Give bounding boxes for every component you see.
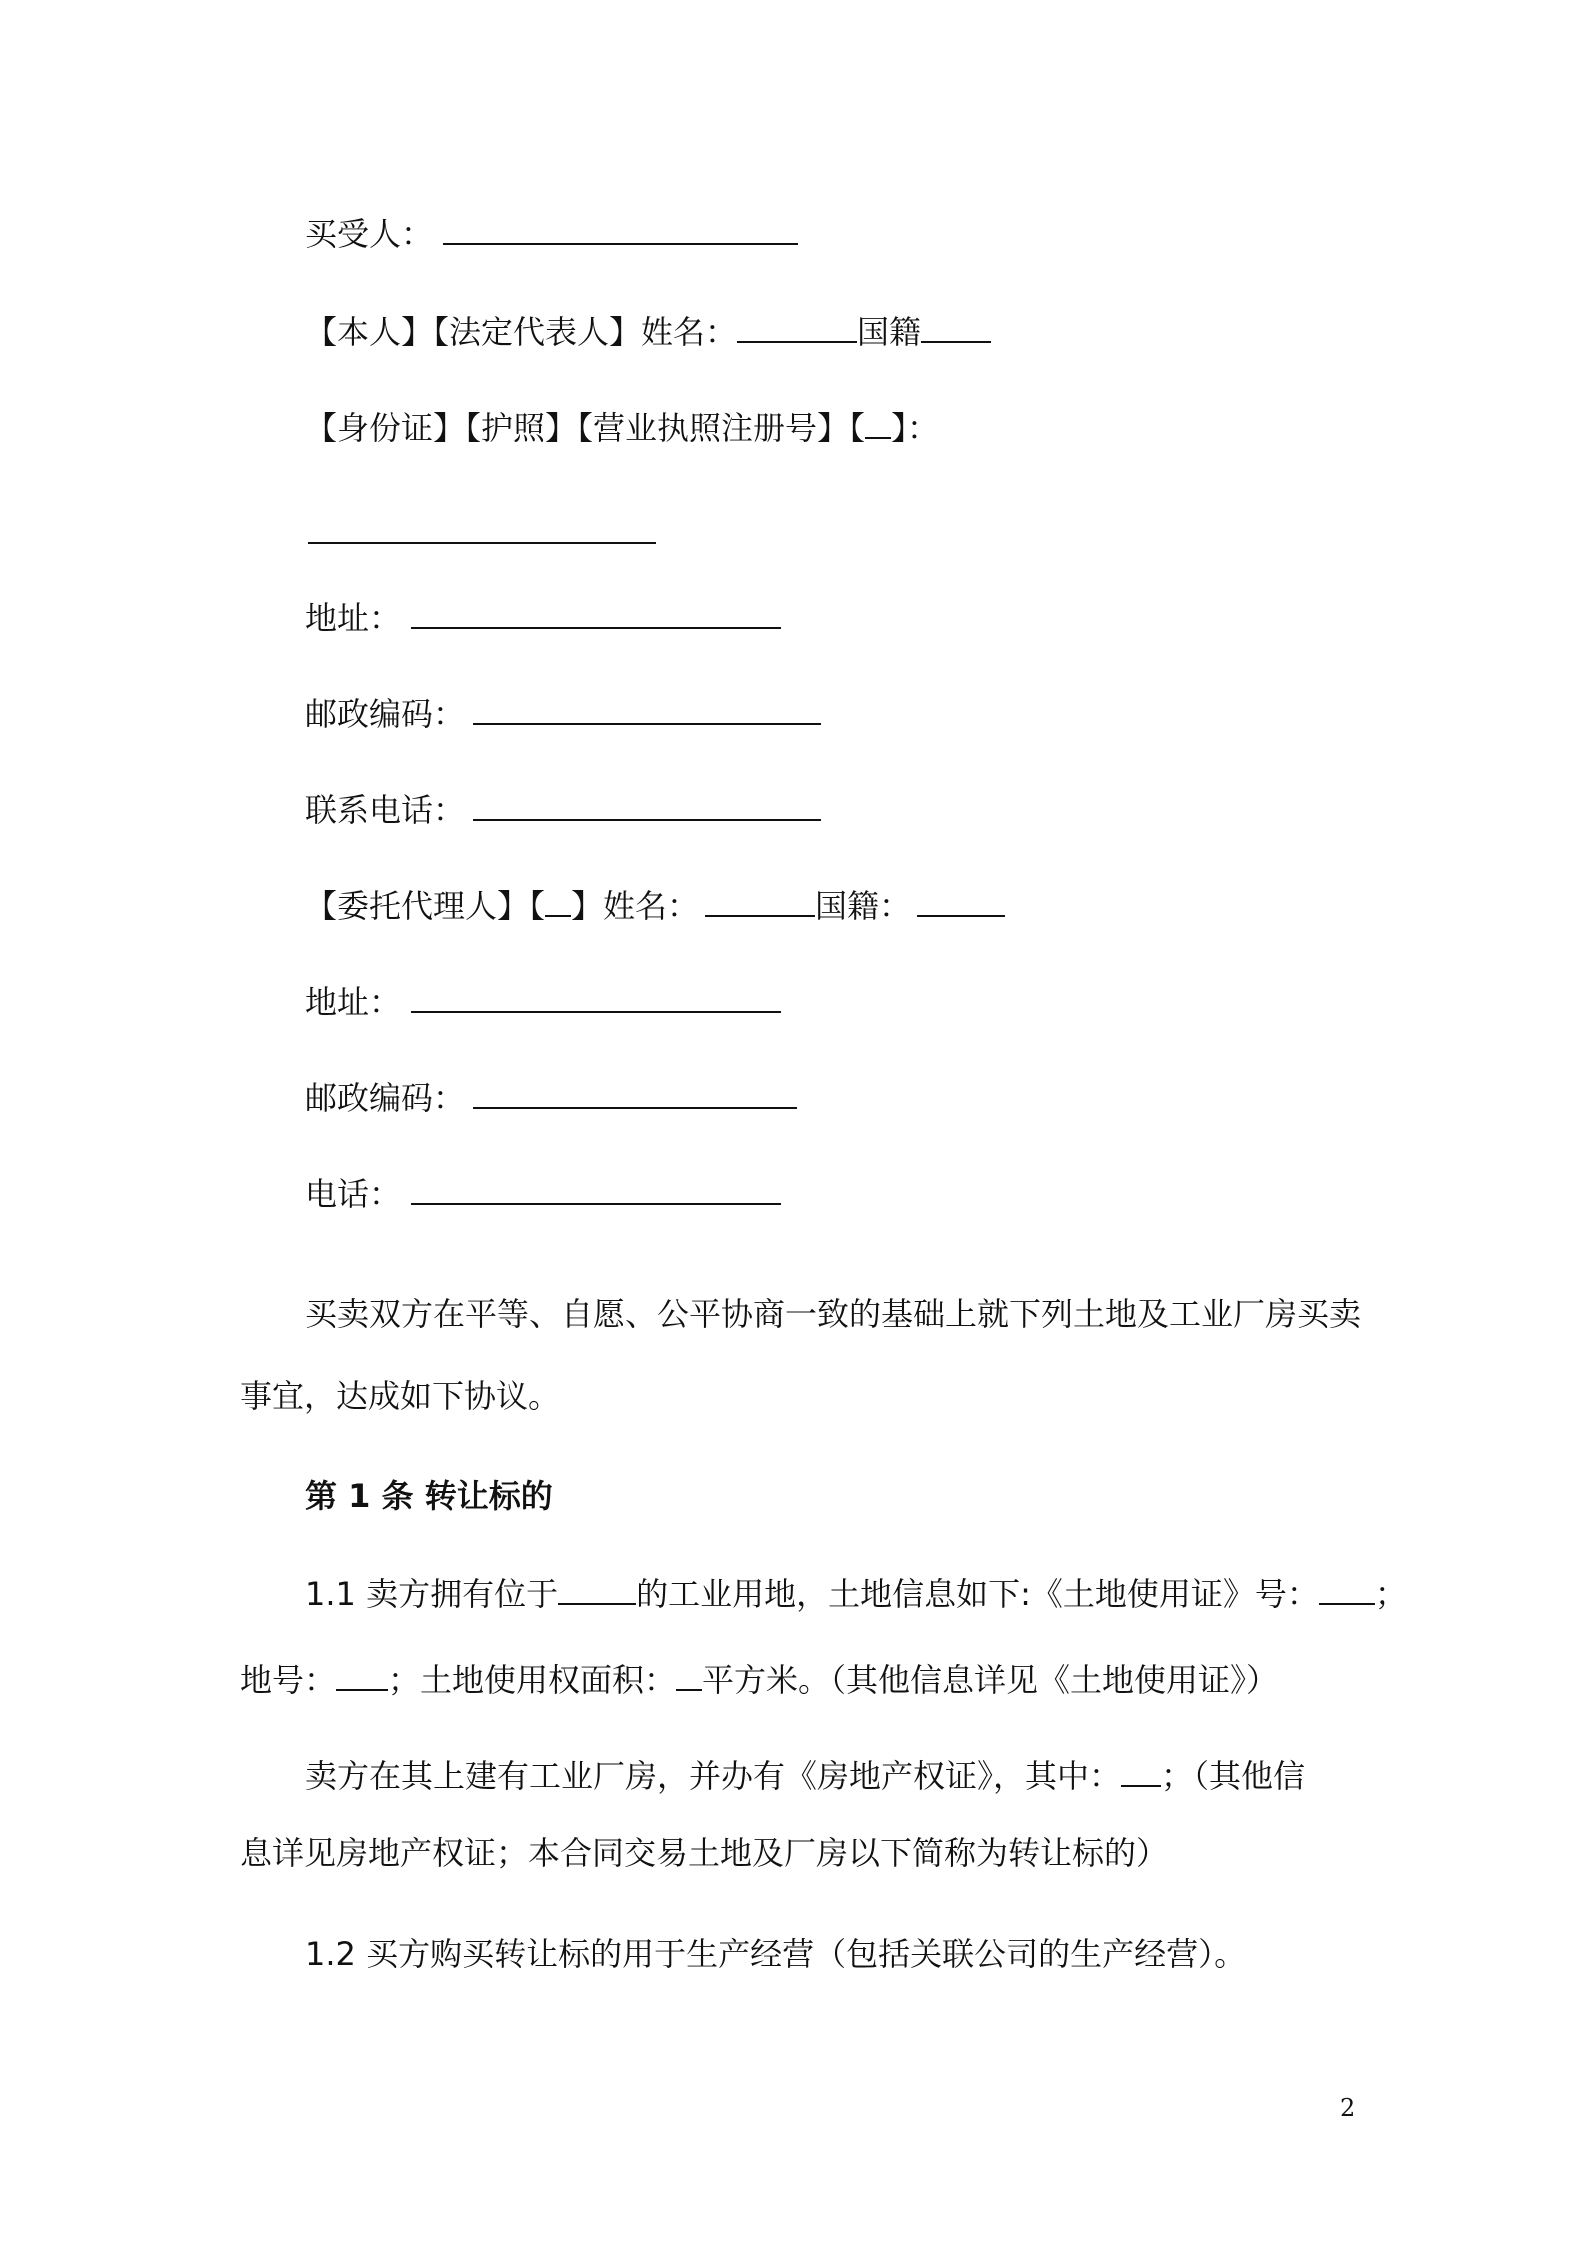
- agent-postcode-blank[interactable]: [473, 1077, 797, 1109]
- land-certificate-blank[interactable]: [1319, 1573, 1375, 1605]
- agent-phone-line: [305, 1173, 781, 1214]
- nationality-label: 国籍: [857, 313, 922, 351]
- buyer-blank[interactable]: [443, 213, 798, 245]
- agent-address-label: 地址：: [305, 983, 402, 1021]
- agent-phone-blank[interactable]: [411, 1173, 781, 1205]
- preamble-line-1: 买卖双方在平等、自愿、公平协商一致的基础上就下列土地及工业厂房买卖: [305, 1295, 1362, 1333]
- page-number: 2: [1340, 2094, 1356, 2122]
- clause-1-1-line-1: [305, 1573, 1407, 1614]
- clause-1-1-text-a: 1.1 卖方拥有位于: [305, 1575, 559, 1613]
- lot-number-blank[interactable]: [336, 1659, 388, 1691]
- property-certificate-blank[interactable]: [1121, 1755, 1161, 1787]
- id-type-line: [305, 407, 939, 448]
- agent-label: 【委托代理人】【: [305, 887, 546, 925]
- preamble-line-2: 事宜，达成如下协议。: [240, 1377, 561, 1415]
- id-number-blank[interactable]: [308, 542, 656, 544]
- id-type-label: 【身份证】【护照】【营业执照注册号】【: [305, 409, 866, 447]
- buyer-postcode-line: [305, 693, 821, 734]
- agent-phone-label: 电话：: [305, 1175, 402, 1213]
- agent-postcode-line: [305, 1077, 797, 1118]
- clause-1-1-text-g: 卖方在其上建有工业厂房，并办有《房地产权证》，其中：: [305, 1757, 1122, 1795]
- buyer-address-label: 地址：: [305, 599, 402, 637]
- id-type-other-blank[interactable]: [865, 407, 891, 439]
- buyer-postcode-label: 邮政编码：: [305, 695, 466, 733]
- agent-line: [305, 885, 1005, 926]
- buyer-phone-blank[interactable]: [473, 789, 821, 821]
- buyer-postcode-blank[interactable]: [473, 693, 821, 725]
- clause-1-1-line-3: [305, 1755, 1305, 1796]
- agent-nationality-label: 国籍：: [815, 887, 912, 925]
- buyer-address-blank[interactable]: [411, 597, 781, 629]
- clause-1-1-text-d: 地号：: [240, 1661, 337, 1699]
- clause-1-1-text-b: 的工业用地，土地信息如下:《土地使用证》号：: [636, 1575, 1319, 1613]
- buyer-line: [305, 213, 798, 254]
- agent-address-line: [305, 981, 781, 1022]
- agent-name-label: 】姓名：: [571, 887, 700, 925]
- article-1-heading: 第 1 条 转让标的: [305, 1477, 553, 1515]
- land-area-blank[interactable]: [676, 1659, 702, 1691]
- clause-1-1-line-4: 息详见房地产权证；本合同交易土地及厂房以下简称为转让标的）: [240, 1834, 1169, 1872]
- clause-1-1-text-h: ；（其他信: [1161, 1757, 1306, 1795]
- agent-name-blank[interactable]: [705, 885, 815, 917]
- buyer-phone-label: 联系电话：: [305, 791, 466, 829]
- clause-1-2: 1.2 买方购买转让标的用于生产经营（包括关联公司的生产经营）。: [305, 1935, 1247, 1973]
- id-type-label-end: 】：: [891, 409, 940, 447]
- clause-1-1-text-f: 平方米。（其他信息详见《土地使用证》）: [702, 1661, 1279, 1699]
- representative-line: [305, 311, 991, 352]
- clause-1-1-line-2: [240, 1659, 1278, 1700]
- clause-1-1-text-c: ；: [1374, 1575, 1407, 1613]
- agent-address-blank[interactable]: [411, 981, 781, 1013]
- land-location-blank[interactable]: [558, 1573, 636, 1605]
- nationality-blank[interactable]: [921, 311, 991, 343]
- buyer-address-line: [305, 597, 781, 638]
- buyer-label: 买受人：: [305, 215, 434, 253]
- clause-1-1-text-e: ；土地使用权面积：: [388, 1661, 677, 1699]
- buyer-phone-line: [305, 789, 821, 830]
- agent-nationality-blank[interactable]: [917, 885, 1005, 917]
- representative-label: 【本人】【法定代表人】姓名：: [305, 313, 738, 351]
- representative-name-blank[interactable]: [737, 311, 857, 343]
- agent-type-blank[interactable]: [545, 885, 571, 917]
- agent-postcode-label: 邮政编码：: [305, 1079, 466, 1117]
